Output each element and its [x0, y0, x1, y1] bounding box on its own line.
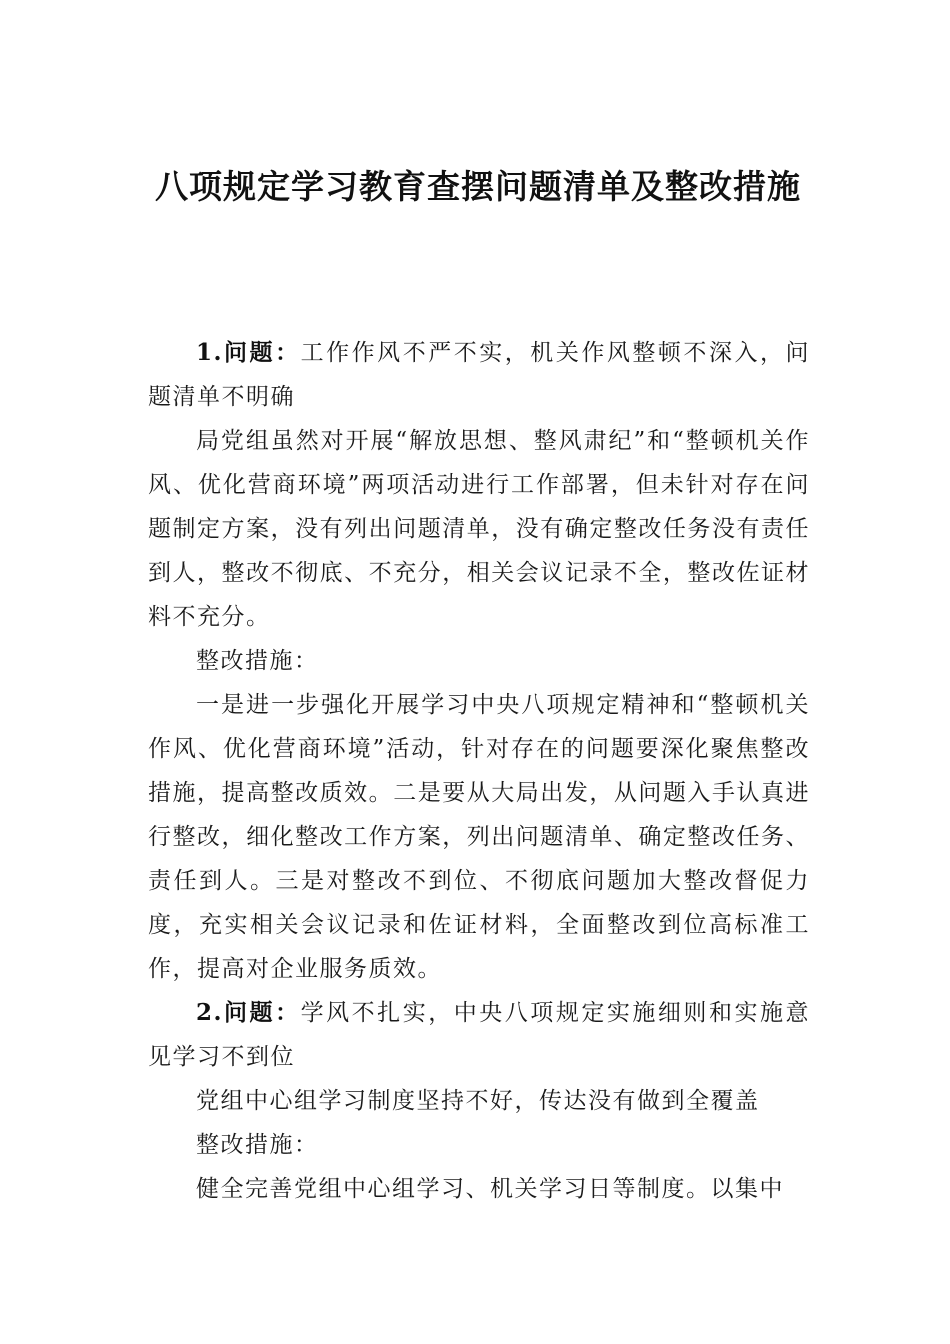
issue-1-text: 工作作风不严不实，机关作风整顿不深入，问题清单不明确 — [148, 340, 811, 410]
document-title: 八项规定学习教育查摆问题清单及整改措施 — [155, 167, 801, 206]
issue-1-measures: 一是进一步强化开展学习中央八项规定精神和“整顿机关作风、优化营商环境”活动，针对存在的问题要深化聚焦整改措施，提高整改质效。二是要从大局出发，从问题入手认真进行整改，细化整改工作方案，列出问题清单、确定整改任务、责任到人。三是对整改不到位、不彻底问题加大整改督促力度，充实相关会议记录和佐证材料，全面整改到位高标准工作，提高对企业服务质效。 — [148, 692, 810, 982]
issue-1-measures-heading: 整改措施： — [196, 648, 319, 674]
issue-2-label: 问题： — [223, 999, 301, 1026]
issue-2-number: 2. — [196, 999, 224, 1026]
issue-1-description: 局党组虽然对开展“解放思想、整风肃纪”和“整顿机关作风、优化营商环境”两项活动进行工作部署，但未针对存在问题制定方案，没有列出问题清单，没有确定整改任务没有责任到人，整改不彻底、不充分，相关会议记录不全，整改佐证材料不充分。 — [148, 428, 810, 630]
document-body — [148, 331, 810, 1211]
issue-1-number: 1. — [196, 339, 224, 366]
issue-1-label: 问题： — [223, 339, 301, 366]
issue-2-heading — [148, 991, 810, 1079]
issue-2-text: 学风不扎实，中央八项规定实施细则和实施意见学习不到位 — [148, 1000, 811, 1070]
issue-2-description: 党组中心组学习制度坚持不好，传达没有做到全覆盖 — [196, 1088, 760, 1114]
issue-2-measures: 健全完善党组中心组学习、机关学习日等制度。以集中 — [196, 1176, 784, 1202]
issue-1-heading — [148, 331, 810, 419]
issue-2-measures-heading: 整改措施： — [196, 1132, 319, 1158]
